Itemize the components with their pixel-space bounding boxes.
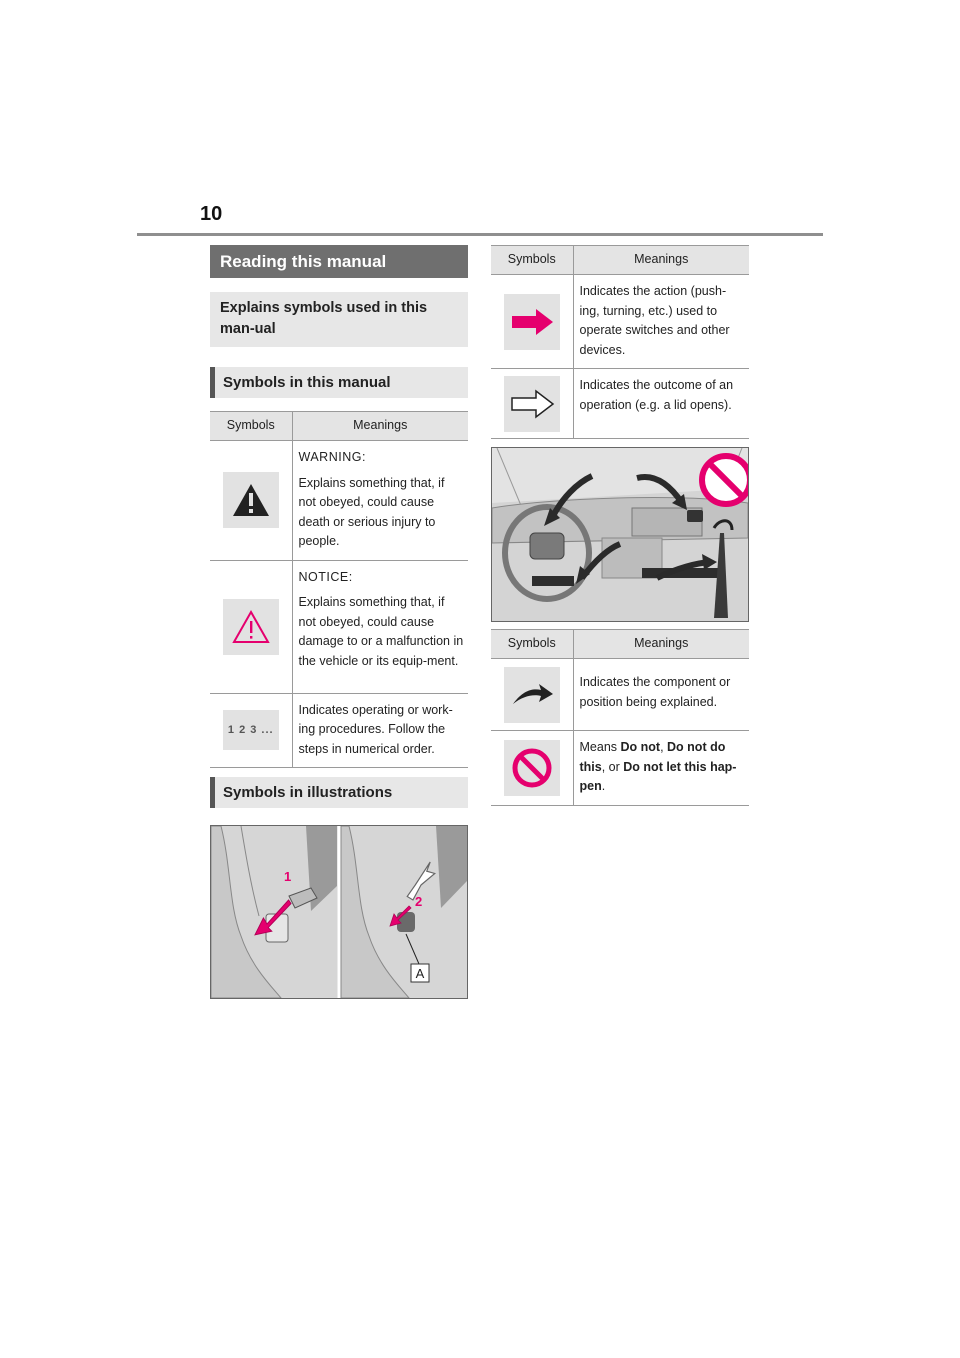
notice-triangle-icon [223, 599, 279, 655]
table-row [210, 441, 468, 561]
dashboard-illustration [491, 447, 749, 622]
col-meanings-header: Meanings [573, 246, 749, 275]
table-row [210, 560, 468, 693]
seatbelt-illustration [210, 825, 468, 999]
header-rule [137, 233, 823, 236]
curved-pointer-icon [504, 667, 560, 723]
prohibition-icon [504, 740, 560, 796]
procedure-text: Indicates operating or work-ing procedures. Follow the steps in numerical order. [298, 702, 453, 756]
symbol-cell [491, 659, 573, 731]
procedure-numbers-text: 1 2 3 ... [227, 723, 274, 736]
notice-label: NOTICE: [298, 569, 353, 584]
page-number: 10 [200, 203, 223, 225]
col-symbols-header: Symbols [210, 412, 292, 441]
symbol-cell [210, 560, 292, 693]
col-symbols-header: Symbols [491, 246, 573, 275]
symbols-illus-heading: Symbols in illustrations [210, 777, 468, 808]
do-not-do-this-term: Do not do this [579, 740, 726, 774]
warning-label: WARNING: [298, 450, 366, 464]
table-header-row [210, 412, 468, 441]
prohibition-text-sep1: , [660, 740, 668, 754]
col-meanings-header: Meanings [292, 412, 468, 441]
table-row [491, 731, 749, 806]
warning-text: Explains something that, if not obeyed, could cause death or serious injury to people. [298, 475, 445, 548]
step-2-label: 2 [415, 894, 423, 909]
symbol-cell [491, 369, 573, 439]
procedure-numbers-icon [223, 710, 279, 750]
col-symbols-header: Symbols [491, 630, 573, 659]
table-row [210, 693, 468, 768]
table-header-row [491, 630, 749, 659]
section-intro: Explains symbols used in this man-ual [210, 292, 468, 347]
meaning-cell [573, 731, 749, 806]
meaning-cell [292, 693, 468, 768]
table-row [491, 369, 749, 439]
symbols-manual-table [210, 411, 468, 768]
col-meanings-header: Meanings [573, 630, 749, 659]
meaning-cell [573, 659, 749, 731]
meaning-cell [292, 560, 468, 693]
do-not-term: Do not [620, 740, 661, 754]
table-row [491, 275, 749, 369]
symbol-cell [491, 731, 573, 806]
action-text: Indicates the action (push-ing, turning, etc.) used to operate switches and other devices. [579, 284, 730, 357]
table-row [491, 659, 749, 731]
symbol-cell [210, 693, 292, 768]
table-header-row [491, 246, 749, 275]
action-symbols-table [491, 245, 749, 439]
illustration-symbols-table [491, 629, 749, 806]
section-title: Reading this manual [210, 245, 468, 278]
notice-text: Explains something that, if not obeyed, could cause damage to or a malfunction in the vehicle or its equip-ment. [298, 595, 464, 668]
step-1-label: 1 [284, 869, 292, 884]
symbol-cell [210, 441, 292, 561]
warning-triangle-icon [223, 472, 279, 528]
do-not-let-happen-term: Do not let this hap-pen [579, 759, 737, 793]
callout-a-label: A [415, 966, 425, 981]
prohibition-text-pre: Means [579, 740, 621, 754]
component-text: Indicates the component or position being explained. [579, 675, 731, 709]
outline-arrow-icon [504, 376, 560, 432]
prohibition-text-post: . [601, 779, 606, 793]
meaning-cell [573, 275, 749, 369]
outcome-text: Indicates the outcome of an operation (e.g. a lid opens). [579, 378, 734, 412]
prohibition-text-sep2: , or [601, 759, 624, 774]
symbol-cell [491, 275, 573, 369]
meaning-cell [573, 369, 749, 439]
filled-arrow-icon [504, 294, 560, 350]
symbols-manual-heading: Symbols in this manual [210, 367, 468, 398]
meaning-cell [292, 441, 468, 561]
